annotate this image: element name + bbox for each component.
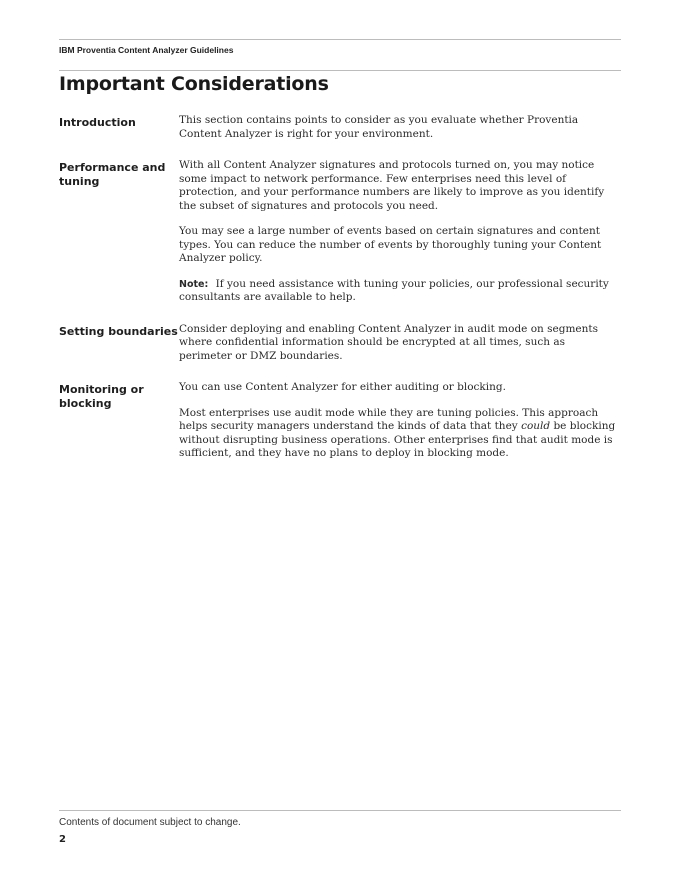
header-bottom-rule [59, 70, 621, 71]
note [179, 278, 621, 305]
section-heading: Monitoring or blocking [59, 383, 144, 410]
footer-notice: Contents of document subject to change. [59, 817, 241, 828]
paragraph: You can use Content Analyzer for either auditing or blocking. [179, 381, 506, 393]
section-heading: Setting boundaries [59, 324, 178, 338]
page-number: 2 [59, 834, 66, 845]
paragraph: With all Content Analyzer signatures and protocols turned on, you may notice some impact to network performance. Few enterprises need this level of protection, and your performance numbers are likely to improve as you identify the subset of signatures and protocols you need. [179, 159, 605, 212]
paragraph: Consider deploying and enabling Content Analyzer in audit mode on segments where confidential information should be encrypted at all times, such as perimeter or DMZ boundaries. [179, 322, 599, 362]
section-body [179, 114, 621, 141]
paragraph-text: be blocking without disrupting business operations. Other enterprises find that audit mode is sufficient, and they have no plans to deploy in blocking mode. [179, 420, 616, 459]
section-setting-boundaries [59, 323, 621, 364]
section-body [179, 323, 621, 364]
note-label: Note: [179, 278, 209, 290]
note-text: If you need assistance with tuning your policies, our professional security consultants are available to help. [179, 277, 609, 303]
section-heading: Performance and tuning [59, 161, 166, 188]
paragraph: This section contains points to consider as you evaluate whether Proventia Content Analyzer is right for your environment. [179, 114, 579, 140]
section-introduction [59, 114, 621, 141]
page-title: Important Considerations [59, 73, 329, 95]
section-performance-and-tuning [59, 159, 621, 305]
section-body [179, 159, 621, 305]
paragraph: You may see a large number of events based on certain signatures and content types. You can reduce the number of events by thoroughly tuning your Content Analyzer policy. [179, 225, 602, 264]
paragraph-text: Most enterprises use audit mode while they are tuning policies. This approach helps security managers understand the kinds of data that they [179, 406, 599, 432]
running-header: IBM Proventia Content Analyzer Guidelines [59, 45, 234, 55]
emphasis-text: could [521, 420, 551, 432]
section-body [179, 381, 621, 461]
section-heading: Introduction [59, 116, 136, 129]
content-sections [59, 114, 621, 479]
footer-rule [59, 810, 621, 811]
paragraph [179, 407, 621, 461]
header-top-rule [59, 39, 621, 40]
section-monitoring-or-blocking [59, 381, 621, 461]
